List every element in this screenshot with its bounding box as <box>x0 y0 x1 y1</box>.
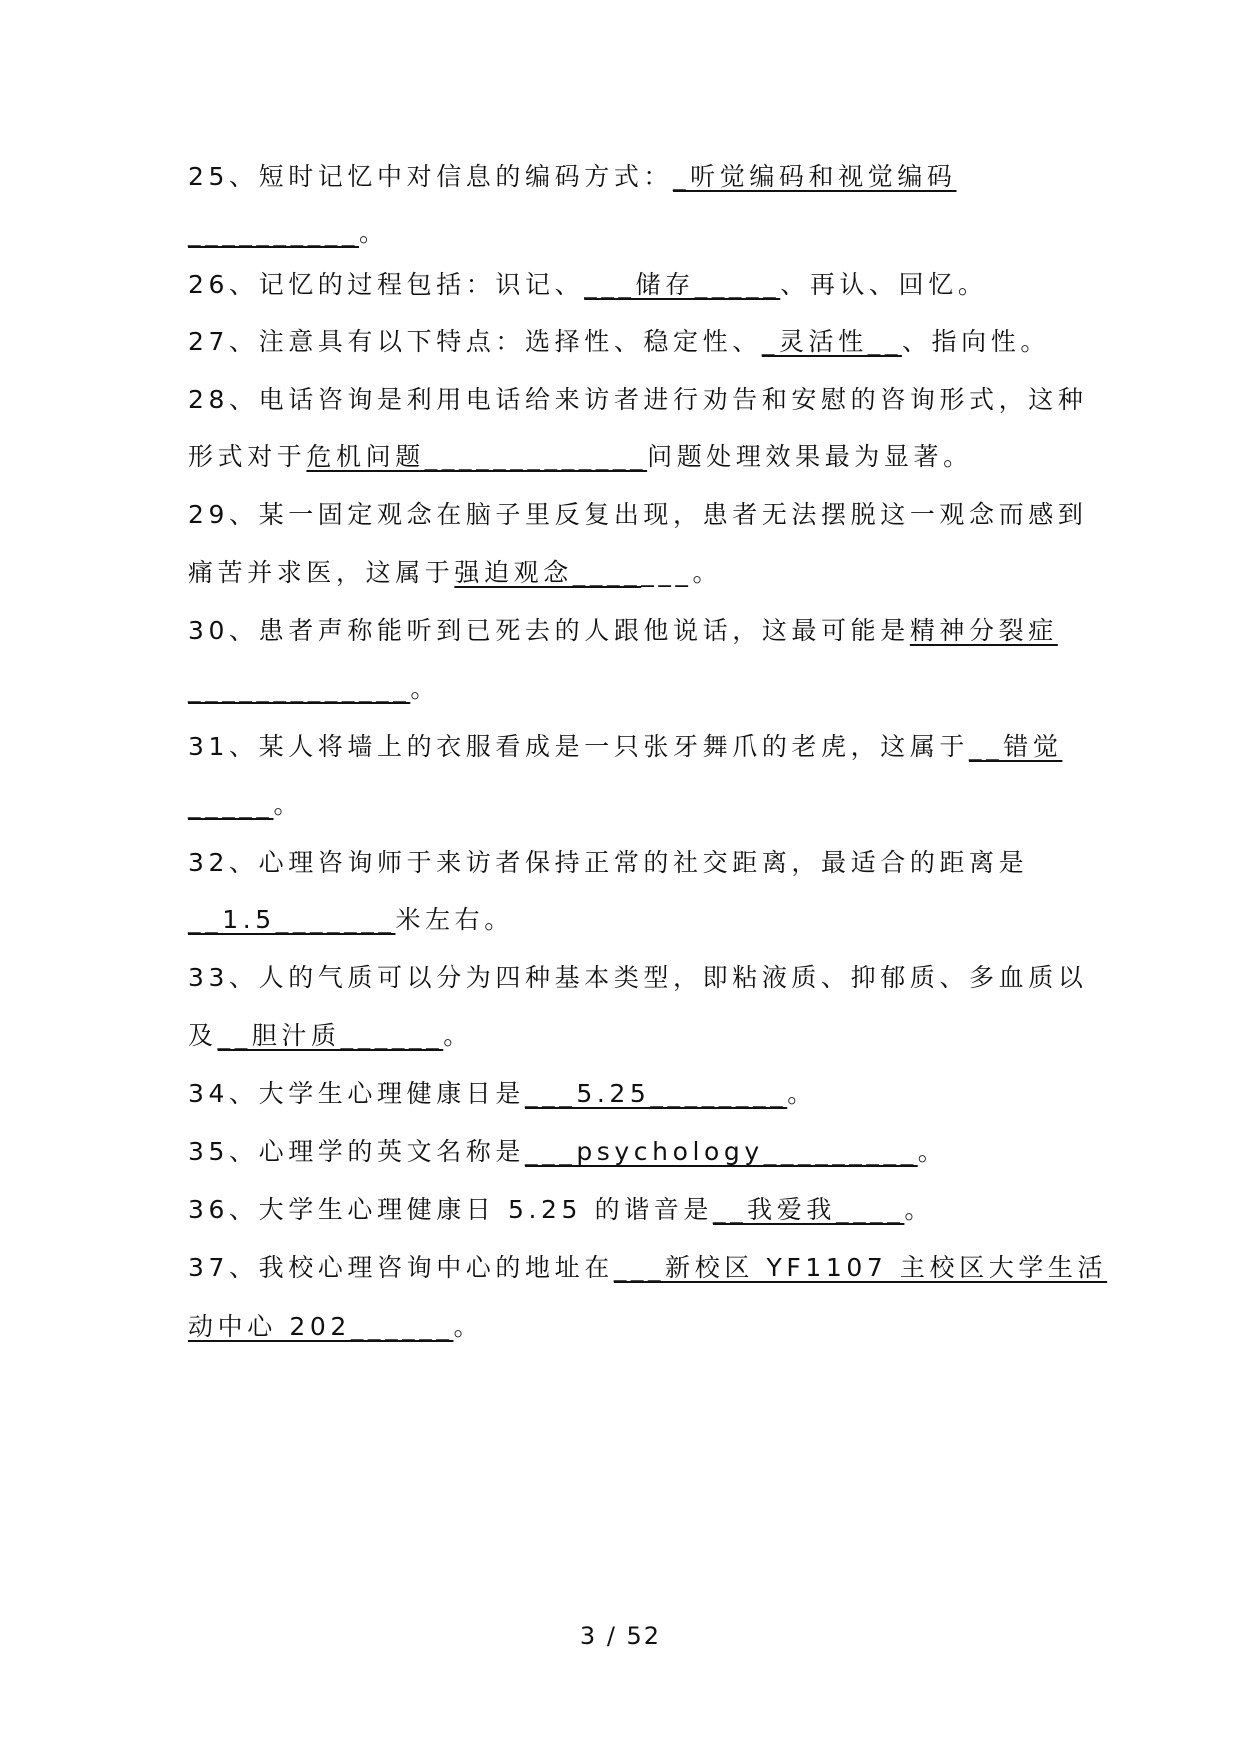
question-line <box>188 440 1068 474</box>
answer-blank: _灵活性__ <box>761 327 902 356</box>
question-line <box>188 325 1068 359</box>
question-text: 27、注意具有以下特点：选择性、稳定性、 <box>188 327 762 356</box>
answer-blank: __________ <box>188 218 359 247</box>
question-text: 。 <box>359 218 389 247</box>
question-line <box>188 672 1068 706</box>
answer-blank: ___储存_____ <box>584 270 781 299</box>
page-number: 3 / 52 <box>579 1622 662 1650</box>
question-text: 26、记忆的过程包括：识记、 <box>188 270 585 299</box>
question-text: 30、患者声称能听到已死去的人跟他说话，这最可能是 <box>188 616 910 645</box>
question-text: 35、心理学的英文名称是 <box>188 1137 526 1166</box>
question-text: 31、某人将墙上的衣服看成是一只张牙舞爪的老虎，这属于 <box>188 732 970 761</box>
question-line <box>188 160 1068 194</box>
question-text: 。 <box>273 790 304 819</box>
question-text: 25、短时记忆中对信息的编码方式： <box>188 162 674 191</box>
question-text: 。 <box>443 1021 473 1050</box>
answer-blank: 危机问题_____________ <box>306 442 648 471</box>
question-line <box>188 846 1068 880</box>
answer-blank: _____________ <box>188 674 411 703</box>
question-text: 、指向性。 <box>901 327 1050 356</box>
question-text: 。 <box>453 1312 484 1341</box>
question-text: 32、心理咨询师于来访者保持正常的社交距离，最适合的距离是 <box>188 848 1029 877</box>
question-line <box>188 216 1068 250</box>
question-text: 37、我校心理咨询中心的地址在 <box>188 1253 614 1282</box>
question-line <box>188 1135 1068 1169</box>
question-text: 痛苦并求医，这属于 <box>188 558 455 587</box>
question-line <box>188 556 1068 590</box>
answer-blank: 强迫观念____ <box>454 558 642 587</box>
answer-blank: ___psychology_________ <box>525 1137 918 1166</box>
answer-blank: _听觉编码和视觉编码 <box>673 162 957 191</box>
answer-blank: ___5.25________ <box>525 1079 788 1108</box>
question-line <box>188 1310 1068 1344</box>
answer-blank: _____ <box>188 790 274 819</box>
question-text: 形式对于 <box>188 442 307 471</box>
question-text: 29、某一固定观念在脑子里反复出现，患者无法摆脱这一观念而感到 <box>188 500 1088 529</box>
question-line <box>188 961 1088 995</box>
question-text: 米左右。 <box>395 905 514 934</box>
answer-blank: __1.5_______ <box>188 905 396 934</box>
question-line <box>188 268 1068 302</box>
question-text: ___。 <box>641 558 723 587</box>
question-line <box>188 383 1088 417</box>
question-text: 。 <box>904 1195 934 1224</box>
answer-blank: 动中心 202______ <box>188 1312 454 1341</box>
answer-blank: __错觉 <box>969 732 1063 761</box>
question-line <box>188 1251 1108 1285</box>
question-text: 。 <box>917 1137 948 1166</box>
question-line <box>188 903 1068 937</box>
answer-blank: __我爱我____ <box>712 1195 905 1224</box>
question-line <box>188 1193 1068 1227</box>
question-text: 36、大学生心理健康日 5.25 的谐音是 <box>188 1195 713 1224</box>
question-text: 及 <box>188 1021 218 1050</box>
question-line <box>188 614 1068 648</box>
answer-blank: 精神分裂症 <box>909 616 1058 645</box>
question-line <box>188 1019 1068 1053</box>
question-text: 28、电话咨询是利用电话给来访者进行劝告和安慰的咨询形式，这种 <box>188 385 1088 414</box>
answer-blank: ___新校区 YF1107 主校区大学生活 <box>613 1253 1108 1282</box>
question-text: 、再认、回忆。 <box>780 270 988 299</box>
question-line <box>188 498 1088 532</box>
question-text: 33、人的气质可以分为四种基本类型，即粘液质、抑郁质、多血质以 <box>188 963 1088 992</box>
question-line <box>188 788 1068 822</box>
question-text: 问题处理效果最为显著。 <box>647 442 973 471</box>
question-line <box>188 730 1068 764</box>
question-line <box>188 1077 1068 1111</box>
question-text: 34、大学生心理健康日是 <box>188 1079 526 1108</box>
question-text: 。 <box>410 674 440 703</box>
question-text: 。 <box>787 1079 817 1108</box>
answer-blank: __胆汁质______ <box>217 1021 444 1050</box>
